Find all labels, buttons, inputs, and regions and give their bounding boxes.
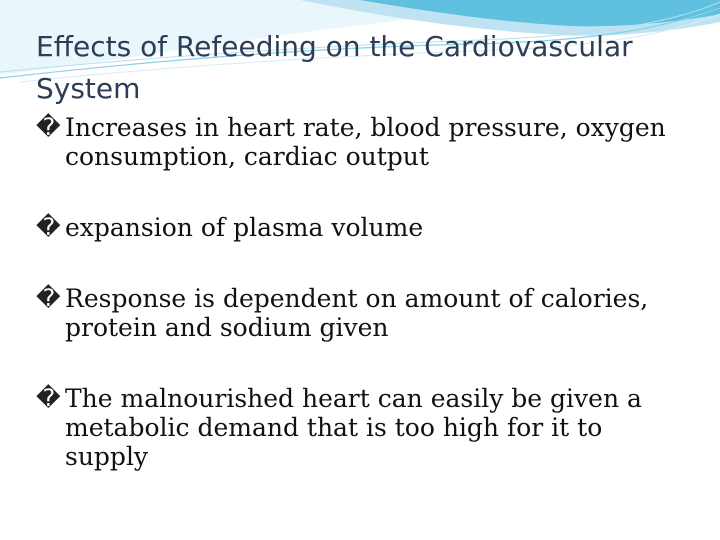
bullet-text: The malnourished heart can easily be given a metabolic demand that is too high for it to supply — [65, 384, 642, 471]
bullet-marker-icon: � — [36, 384, 61, 412]
bullet-marker-icon: � — [36, 213, 61, 241]
bullet-item — [36, 384, 686, 471]
bullet-marker-icon: � — [36, 113, 61, 141]
bullet-text: Increases in heart rate, blood pressure, oxygen consumption, cardiac output — [65, 113, 666, 171]
bullet-item — [36, 284, 686, 342]
bullet-item — [36, 113, 686, 171]
bullet-item — [36, 213, 686, 242]
slide-title: Effects of Refeeding on the Cardiovascular System — [36, 30, 633, 105]
bullet-list — [36, 113, 686, 513]
bullet-text: Response is dependent on amount of calories, protein and sodium given — [65, 284, 649, 342]
bullet-marker-icon: � — [36, 284, 61, 312]
bullet-text: expansion of plasma volume — [65, 213, 424, 242]
